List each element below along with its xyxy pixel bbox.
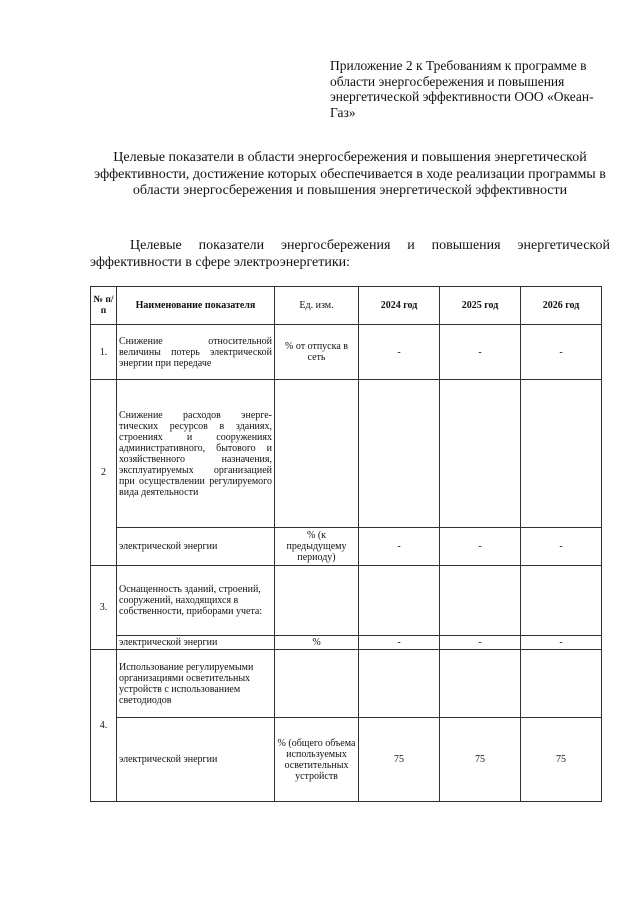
- header-2026: 2026 год: [521, 287, 602, 325]
- row1-name: Снижение относительной величины потерь электрической энергии при передаче: [117, 325, 275, 380]
- header-unit: Ед. изм.: [275, 287, 359, 325]
- table-row: [91, 636, 602, 650]
- document-title: Целевые показатели в области энергосбережения и повышения энергетической эффективности, достижение которых обеспечивается в ходе реализации программы в области энергосбережения и повышения энергетической эффективности: [94, 150, 606, 198]
- table-header-row: [91, 287, 602, 325]
- row2-2025: [440, 380, 521, 528]
- row2-sub-name: электрической энергии: [117, 528, 275, 566]
- appendix-header: Приложение 2 к Требованиям к программе в области энергосбережения и повышения энергетической эффективности ООО «Океан-Газ»: [330, 58, 594, 120]
- row4-num: 4.: [91, 650, 117, 802]
- intro-paragraph: Целевые показатели энергосбережения и повышения энергетической эффективности в сфере электроэнергетики:: [90, 238, 610, 270]
- header-2025: 2025 год: [440, 287, 521, 325]
- row3-2026: [521, 566, 602, 636]
- row3-num: 3.: [91, 566, 117, 650]
- row3-name: Оснащенность зданий, строений, сооружений, находящихся в собственности, приборами учета:: [117, 566, 275, 636]
- row2-2026: [521, 380, 602, 528]
- row4-sub-2026: 75: [521, 718, 602, 802]
- table-row: [91, 566, 602, 636]
- row2-unit: [275, 380, 359, 528]
- header-name: Наименование показателя: [117, 287, 275, 325]
- row4-sub-name: электрической энергии: [117, 718, 275, 802]
- row4-sub-2025: 75: [440, 718, 521, 802]
- table-row: [91, 650, 602, 718]
- row2-sub-2025: -: [440, 528, 521, 566]
- row2-2024: [359, 380, 440, 528]
- row2-sub-2026: -: [521, 528, 602, 566]
- row1-num: 1.: [91, 325, 117, 380]
- table-row: [91, 380, 602, 528]
- row3-sub-2025: -: [440, 636, 521, 650]
- row3-sub-name: электрической энергии: [117, 636, 275, 650]
- row3-2025: [440, 566, 521, 636]
- row3-sub-unit: %: [275, 636, 359, 650]
- table-row: [91, 718, 602, 802]
- row1-2026: -: [521, 325, 602, 380]
- row2-sub-2024: -: [359, 528, 440, 566]
- row2-sub-unit: % (к предыдущему периоду): [275, 528, 359, 566]
- row3-sub-2024: -: [359, 636, 440, 650]
- row3-sub-2026: -: [521, 636, 602, 650]
- header-num: № п/п: [91, 287, 117, 325]
- targets-table: [90, 286, 602, 802]
- row4-2026: [521, 650, 602, 718]
- row4-sub-unit: % (общего объема используемых осветительных устройств: [275, 718, 359, 802]
- row4-2025: [440, 650, 521, 718]
- row4-sub-2024: 75: [359, 718, 440, 802]
- row4-2024: [359, 650, 440, 718]
- table-row: [91, 325, 602, 380]
- row1-2024: -: [359, 325, 440, 380]
- row4-name: Использование регулируемыми организациями осветительных устройств с использованием светодиодов: [117, 650, 275, 718]
- row3-2024: [359, 566, 440, 636]
- row1-2025: -: [440, 325, 521, 380]
- row2-name: Снижение расходов энерге-тических ресурсов в зданиях, строениях и сооружениях административного, бытового и хозяйственного назначения, эксплуатируемых организацией при осуществлении регулируемого вида деятельности: [117, 380, 275, 528]
- header-2024: 2024 год: [359, 287, 440, 325]
- table-row: [91, 528, 602, 566]
- row1-unit: % от отпуска в сеть: [275, 325, 359, 380]
- row2-num: 2: [91, 380, 117, 566]
- row4-unit: [275, 650, 359, 718]
- row3-unit: [275, 566, 359, 636]
